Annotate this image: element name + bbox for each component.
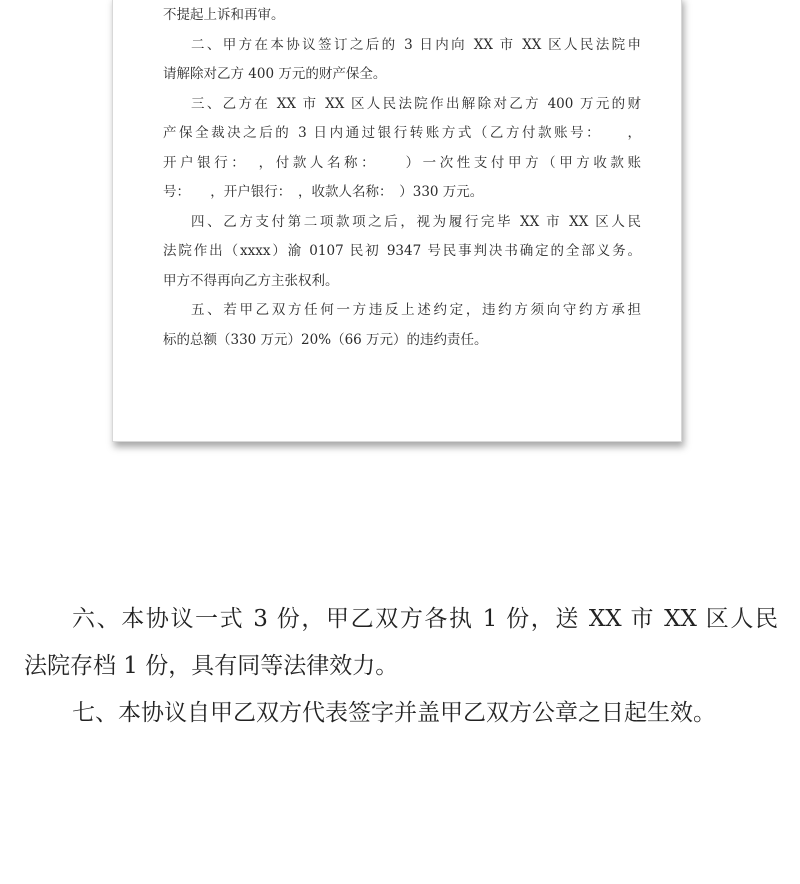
paper-line: 不提起上诉和再审。 [163,7,285,23]
paper-line: 二、甲方在本协议签订之后的 3 日内向 XX 市 XX 区人民法院申 [191,36,641,53]
paper-line: 号： ，开户银行： ，收款人名称： ）330 万元。 [163,184,484,200]
body-line: 六、本协议一式 3 份，甲乙双方各执 1 份，送 XX 市 XX 区人民 [72,606,778,632]
body-line: 法院存档 1 份，具有同等法律效力。 [24,653,399,679]
document-page-text [163,1,641,355]
paper-line: 请解除对乙方 400 万元的财产保全。 [163,66,387,82]
paper-line: 五、若甲乙双方任何一方违反上述约定，违约方须向守约方承担 [191,302,641,318]
paper-line: 开户银行： ，付款人名称： ）一次性支付甲方（甲方收款账 [163,154,641,171]
paper-line: 产保全裁决之后的 3 日内通过银行转账方式（乙方付款账号： ， [163,125,641,141]
paper-line: 标的总额（330 万元）20%（66 万元）的违约责任。 [163,331,488,348]
paper-line: 三、乙方在 XX 市 XX 区人民法院作出解除对乙方 400 万元的财 [191,95,641,112]
paper-line: 甲方不得再向乙方主张权利。 [163,272,339,289]
paper-line: 法院作出（xxxx）渝 0107 民初 9347 号民事判决书确定的全部义务。 [163,243,641,259]
document-page-image [112,0,682,442]
document-body [24,596,778,737]
body-line: 七、本协议自甲乙双方代表签字并盖甲乙双方公章之日起生效。 [72,700,716,726]
paper-line: 四、乙方支付第二项款项之后，视为履行完毕 XX 市 XX 区人民 [191,213,641,230]
